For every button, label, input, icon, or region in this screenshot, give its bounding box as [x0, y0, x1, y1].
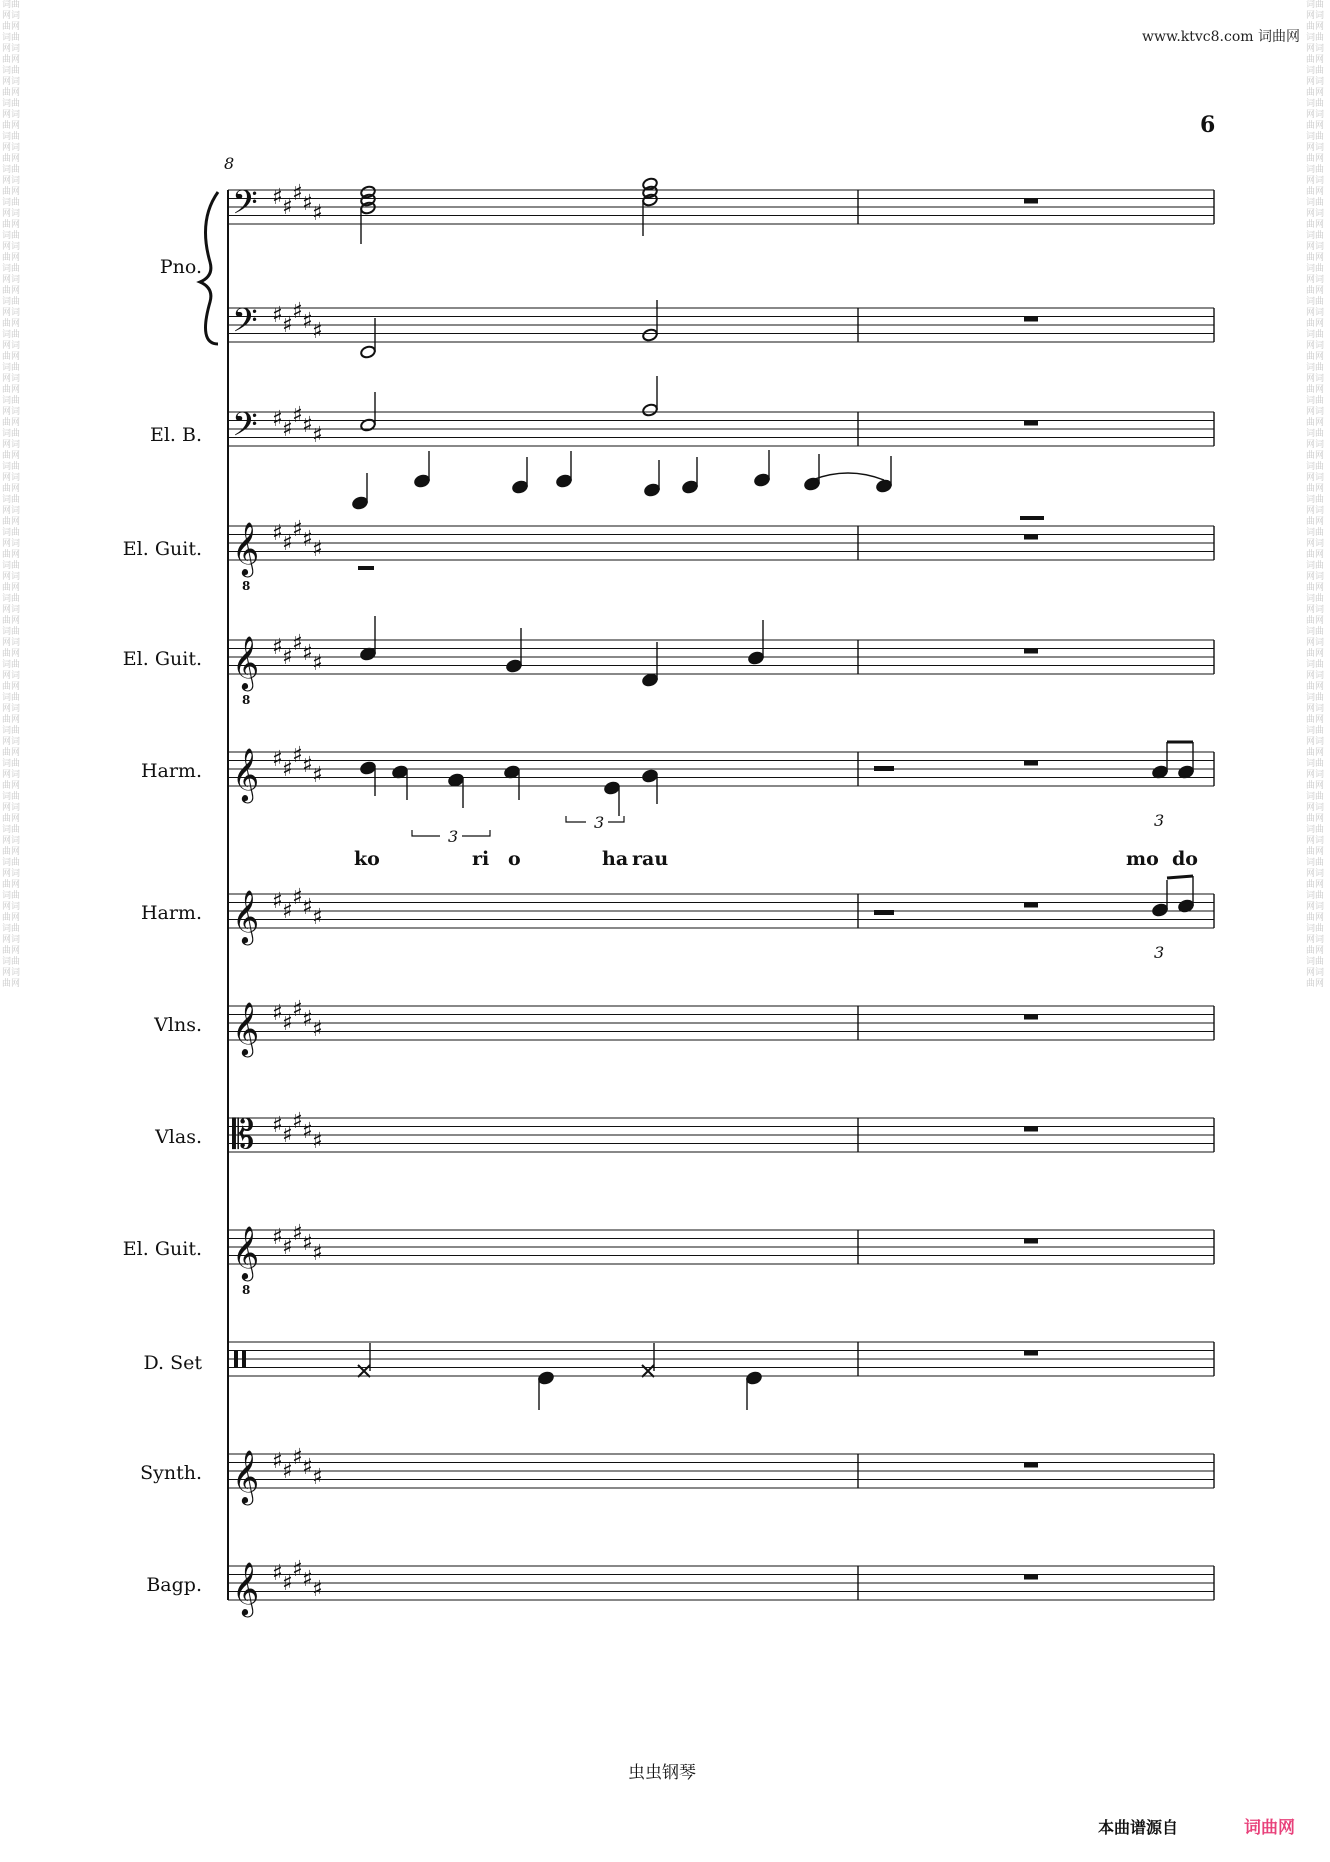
- whole-rest: [1024, 1239, 1038, 1244]
- sharp-sign: ♯: [312, 1241, 323, 1266]
- tuplet-number: 3: [1154, 943, 1165, 962]
- whole-rest: [1024, 649, 1038, 654]
- note-head: [642, 673, 659, 687]
- whole-rest: [1024, 1575, 1038, 1580]
- lyric-syllable: ha: [602, 848, 629, 870]
- lyric-syllable: ri: [472, 848, 490, 870]
- sharp-sign: ♯: [282, 899, 293, 924]
- sharp-sign: ♯: [282, 1235, 293, 1260]
- sharp-sign: ♯: [302, 527, 313, 552]
- treble-clef-icon: 𝄞: [232, 1225, 260, 1279]
- lyric-syllable: mo: [1126, 848, 1159, 870]
- sharp-sign: ♯: [292, 181, 303, 206]
- instrument-label-electric-guitar-1: El. Guit.: [122, 538, 202, 560]
- tuplet-number: 3: [1154, 811, 1165, 830]
- half-rest: [874, 910, 894, 915]
- tuplet-number: 3: [594, 813, 605, 832]
- sharp-sign: ♯: [292, 1445, 303, 1470]
- lyric-syllable: ko: [354, 848, 380, 870]
- sharp-sign: ♯: [312, 1577, 323, 1602]
- sharp-sign: ♯: [282, 313, 293, 338]
- note-head: [604, 781, 621, 795]
- cymbal-notehead: [358, 1365, 370, 1377]
- whole-rest: [1024, 535, 1038, 540]
- note-head: [1152, 765, 1169, 779]
- sharp-sign: ♯: [272, 1225, 283, 1250]
- whole-rest: [1024, 1351, 1038, 1356]
- note-head: [642, 328, 659, 342]
- sharp-sign: ♯: [272, 521, 283, 546]
- sharp-sign: ♯: [292, 885, 303, 910]
- instrument-label-violins: Vlns.: [154, 1014, 202, 1036]
- sharp-sign: ♯: [312, 319, 323, 344]
- sharp-sign: ♯: [312, 423, 323, 448]
- right-watermark-strip: 词曲网词曲网词曲网词曲网词曲网词曲网词曲网词曲网词曲网词曲网词曲网词曲网词曲网词曲网词曲网词曲网词曲网词曲网词曲网词曲网词曲网词曲网词曲网词曲网词曲网词曲网词曲网词曲网词曲网词曲网词曲网词曲网词曲网词曲网词曲网词曲网词曲网词曲网词曲网词曲网词曲网词曲网词曲网词曲网词曲网词曲网词曲网词曲网词曲网词曲网词曲网词曲网词曲网词曲网词曲网词曲网词曲网词曲网词曲网词曲网: [1306, 0, 1325, 989]
- octave-marker: 8: [242, 579, 251, 593]
- instrument-label-synth: Synth.: [140, 1462, 202, 1484]
- instrument-label-piano: Pno.: [159, 256, 202, 278]
- whole-rest: [1024, 903, 1038, 908]
- instrument-label-electric-guitar-3: El. Guit.: [122, 1238, 202, 1260]
- treble-clef-icon: 𝄞: [232, 889, 260, 943]
- note-head: [746, 1371, 763, 1385]
- sharp-sign: ♯: [292, 1557, 303, 1582]
- sharp-sign: ♯: [302, 895, 313, 920]
- instrument-label-bagpipes: Bagp.: [146, 1574, 202, 1596]
- sharp-sign: ♯: [282, 195, 293, 220]
- alto-clef-icon: 𝄡: [232, 1112, 255, 1158]
- sharp-sign: ♯: [312, 201, 323, 226]
- note-head: [360, 647, 377, 661]
- note-head: [748, 651, 765, 665]
- sharp-sign: ♯: [302, 1007, 313, 1032]
- note-head: [512, 480, 529, 494]
- sharp-sign: ♯: [302, 191, 313, 216]
- sharp-sign: ♯: [292, 1109, 303, 1134]
- instrument-label-harmonica-1: Harm.: [140, 760, 202, 782]
- whole-rest: [1024, 1127, 1038, 1132]
- note-head: [414, 474, 431, 488]
- treble-clef-icon: 𝄞: [232, 635, 260, 689]
- sharp-sign: ♯: [302, 641, 313, 666]
- instrument-label-violas: Vlas.: [155, 1126, 202, 1148]
- bass-clef-icon: 𝄢: [232, 302, 258, 348]
- sharp-sign: ♯: [272, 1113, 283, 1138]
- note-head: [876, 479, 893, 493]
- bass-clef-icon: 𝄢: [232, 406, 258, 452]
- sharp-sign: ♯: [292, 743, 303, 768]
- treble-clef-icon: 𝄞: [232, 1001, 260, 1055]
- note-head: [352, 496, 369, 510]
- note-head: [642, 769, 659, 783]
- whole-rest: [1024, 199, 1038, 204]
- sharp-sign: ♯: [302, 1119, 313, 1144]
- sharp-sign: ♯: [302, 413, 313, 438]
- sharp-sign: ♯: [292, 1221, 303, 1246]
- footer-text: 虫虫钢琴: [628, 1763, 696, 1783]
- note-head: [448, 773, 465, 787]
- note-head: [682, 480, 699, 494]
- sharp-sign: ♯: [272, 635, 283, 660]
- sharp-sign: ♯: [282, 531, 293, 556]
- sharp-sign: ♯: [312, 763, 323, 788]
- sharp-sign: ♯: [292, 299, 303, 324]
- sharp-sign: ♯: [312, 1465, 323, 1490]
- sharp-sign: ♯: [302, 1455, 313, 1480]
- sharp-sign: ♯: [312, 905, 323, 930]
- instrument-label-electric-guitar-2: El. Guit.: [122, 648, 202, 670]
- note-head: [556, 474, 573, 488]
- left-watermark-strip: 词曲网词曲网词曲网词曲网词曲网词曲网词曲网词曲网词曲网词曲网词曲网词曲网词曲网词曲网词曲网词曲网词曲网词曲网词曲网词曲网词曲网词曲网词曲网词曲网词曲网词曲网词曲网词曲网词曲网词曲网词曲网词曲网词曲网词曲网词曲网词曲网词曲网词曲网词曲网词曲网词曲网词曲网词曲网词曲网词曲网词曲网词曲网词曲网词曲网词曲网词曲网词曲网词曲网词曲网词曲网词曲网词曲网词曲网词曲网词曲网: [2, 0, 21, 989]
- note-head: [506, 659, 523, 673]
- percussion-clef-icon: [234, 1350, 238, 1368]
- note-head: [642, 403, 659, 417]
- tuplet-number: 3: [448, 827, 459, 846]
- octave-marker: 8: [242, 693, 251, 707]
- octave-marker: 8: [242, 1283, 251, 1297]
- sharp-sign: ♯: [272, 1001, 283, 1026]
- sharp-sign: ♯: [302, 1231, 313, 1256]
- percussion-clef-icon: [242, 1350, 246, 1368]
- tie: [812, 473, 884, 480]
- sharp-sign: ♯: [312, 537, 323, 562]
- half-rest: [874, 766, 894, 771]
- beam: [1167, 876, 1193, 878]
- bass-clef-icon: 𝄢: [232, 184, 258, 230]
- sharp-sign: ♯: [282, 757, 293, 782]
- sharp-sign: ♯: [302, 309, 313, 334]
- sharp-sign: ♯: [272, 1561, 283, 1586]
- whole-rest: [1024, 317, 1038, 322]
- sharp-sign: ♯: [282, 1459, 293, 1484]
- sharp-sign: ♯: [292, 631, 303, 656]
- whole-rest: [1024, 1463, 1038, 1468]
- whole-rest: [1024, 761, 1038, 766]
- sharp-sign: ♯: [292, 997, 303, 1022]
- sharp-sign: ♯: [272, 303, 283, 328]
- piano-brace: [200, 192, 218, 344]
- sharp-sign: ♯: [312, 651, 323, 676]
- instrument-label-electric-bass: El. B.: [149, 424, 202, 446]
- sharp-sign: ♯: [312, 1129, 323, 1154]
- sharp-sign: ♯: [272, 407, 283, 432]
- note-head: [392, 765, 409, 779]
- treble-clef-icon: 𝄞: [232, 521, 260, 575]
- whole-rest: [1024, 421, 1038, 426]
- instrument-label-harmonica-2: Harm.: [140, 902, 202, 924]
- note-head: [538, 1371, 555, 1385]
- source-brand[interactable]: 词曲网: [1244, 1818, 1295, 1838]
- note-head: [1178, 765, 1195, 779]
- sharp-sign: ♯: [312, 1017, 323, 1042]
- cymbal-notehead: [642, 1365, 654, 1377]
- note-head: [644, 483, 661, 497]
- lyric-syllable: o: [508, 848, 521, 870]
- sharp-sign: ♯: [292, 517, 303, 542]
- source-label: 本曲谱源自: [1098, 1818, 1179, 1837]
- lyric-syllable: rau: [632, 848, 669, 870]
- half-rest: [358, 566, 374, 570]
- site-url[interactable]: www.ktvc8.com 词曲网: [1142, 29, 1300, 45]
- sharp-sign: ♯: [272, 889, 283, 914]
- treble-clef-icon: 𝄞: [232, 747, 260, 801]
- treble-clef-icon: 𝄞: [232, 1449, 260, 1503]
- sharp-sign: ♯: [272, 185, 283, 210]
- treble-clef-icon: 𝄞: [232, 1561, 260, 1615]
- sharp-sign: ♯: [302, 753, 313, 778]
- sharp-sign: ♯: [272, 747, 283, 772]
- lyric-syllable: do: [1172, 848, 1198, 870]
- whole-rest: [1024, 1015, 1038, 1020]
- note-head: [754, 473, 771, 487]
- sharp-sign: ♯: [282, 1011, 293, 1036]
- sharp-sign: ♯: [292, 403, 303, 428]
- sharp-sign: ♯: [282, 1123, 293, 1148]
- sharp-sign: ♯: [282, 645, 293, 670]
- sharp-sign: ♯: [282, 417, 293, 442]
- note-head: [504, 765, 521, 779]
- note-head: [360, 761, 377, 775]
- sharp-sign: ♯: [302, 1567, 313, 1592]
- sharp-sign: ♯: [272, 1449, 283, 1474]
- measure-number: 8: [224, 154, 235, 173]
- note-head: [360, 345, 377, 359]
- note-head: [1152, 903, 1169, 917]
- sharp-sign: ♯: [282, 1571, 293, 1596]
- instrument-label-drum-set: D. Set: [143, 1352, 202, 1374]
- page-number: 6: [1200, 112, 1216, 138]
- half-rest: [1020, 516, 1044, 520]
- note-head: [804, 477, 821, 491]
